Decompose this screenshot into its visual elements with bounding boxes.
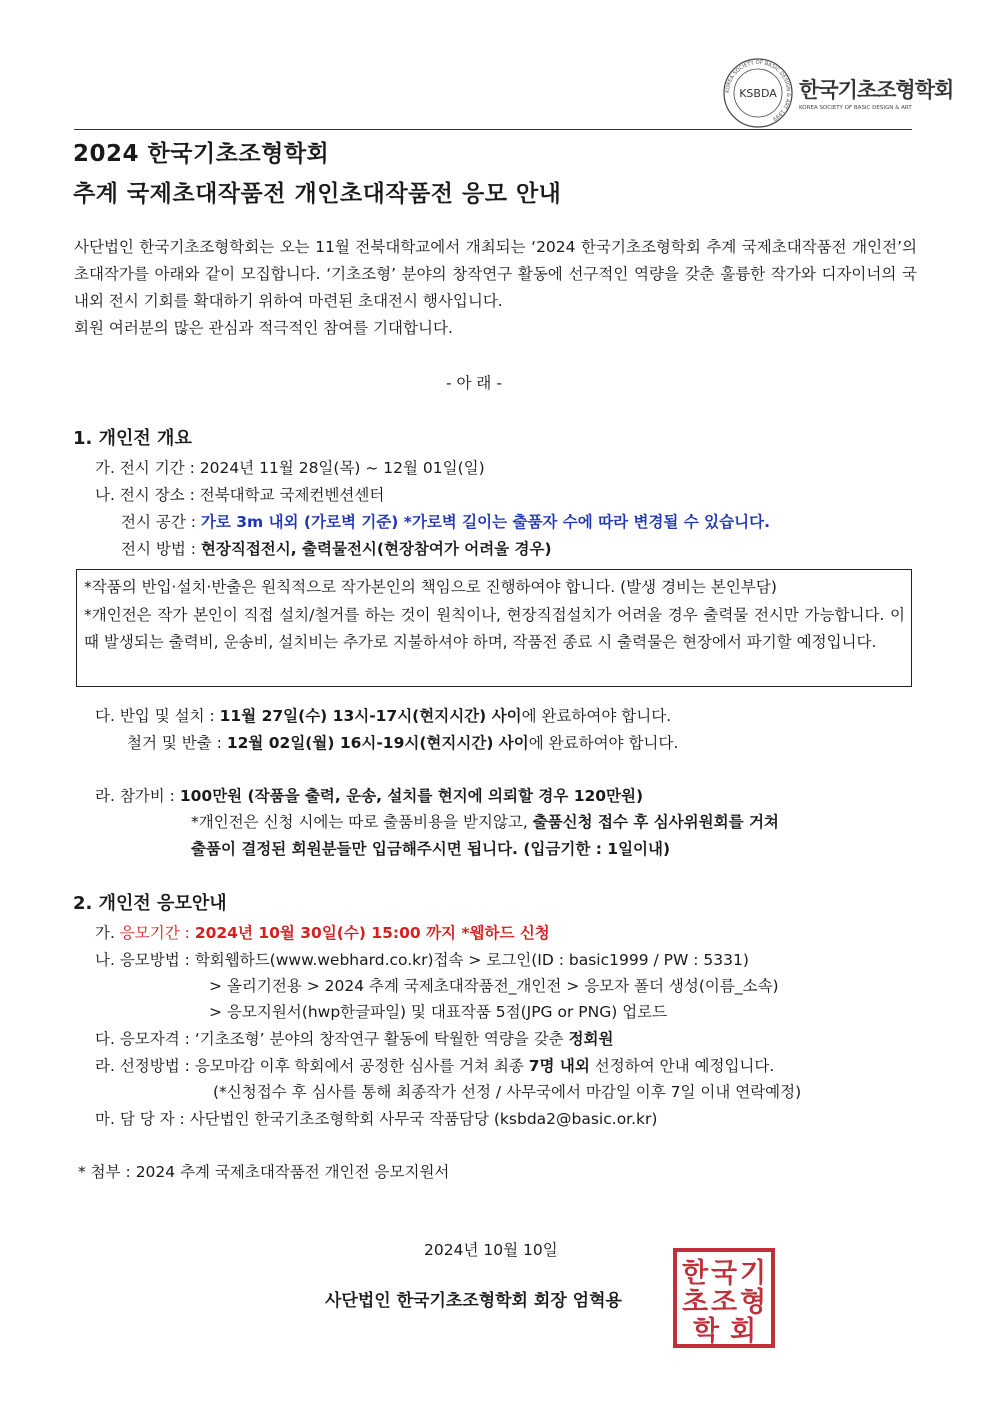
- seal-char-6: 형: [739, 1287, 767, 1318]
- seal-char-7: 학: [692, 1316, 720, 1347]
- official-seal-stamp: [673, 1248, 775, 1348]
- seal-char-1: 한: [681, 1258, 709, 1289]
- selection-bold: 7명 내외: [528, 1057, 590, 1075]
- emblem-abbr: KSBDA: [739, 87, 777, 100]
- exhibit-period-value: 2024년 11월 28일(목) ~ 12월 01일(일): [199, 459, 485, 477]
- install-label: 다. 반입 및 설치 :: [95, 707, 215, 725]
- exhibit-period-row: [95, 456, 485, 478]
- apply-period-value: 2024년 10월 30일(수) 15:00 까지 *웹하드 신청: [194, 924, 550, 942]
- document-date: 2024년 10월 10일: [424, 1241, 558, 1259]
- apply-method-line1: 학회웹하드(www.webhard.co.kr)접속 > 로그인(ID : basic1999 / PW : 5331): [194, 951, 749, 969]
- apply-method-label: 나. 응모방법 :: [95, 951, 190, 969]
- seal-char-8: 회: [729, 1316, 757, 1347]
- contact-label: 마. 담 당 자 :: [95, 1110, 185, 1128]
- install-suffix: 에 완료하여야 합니다.: [521, 707, 672, 725]
- exhibit-method-label: 전시 방법 :: [121, 540, 196, 558]
- selection-row: [95, 1054, 774, 1076]
- exhibit-venue-label: 나. 전시 장소 :: [95, 486, 195, 504]
- below-marker: - 아 래 -: [446, 374, 502, 392]
- seal-char-4: 초: [681, 1287, 709, 1318]
- qualification-row: [95, 1027, 614, 1049]
- signature-line: 사단법인 한국기초조형학회 회장 엄혁용: [325, 1291, 622, 1311]
- contact-row: [95, 1107, 657, 1129]
- fee-row: [95, 784, 643, 806]
- exhibit-venue-row: [95, 483, 384, 505]
- removal-suffix: 에 완료하여야 합니다.: [528, 734, 679, 752]
- logo-english-name: KOREA SOCIETY OF BASIC DESIGN & ART: [799, 105, 912, 111]
- apply-period-label: 응모기간 :: [119, 924, 190, 942]
- seal-char-2: 국: [710, 1258, 738, 1289]
- apply-period-row: [95, 921, 550, 943]
- page-title-line1: 2024 한국기초조형학회: [73, 141, 330, 167]
- society-emblem-logo: [722, 57, 794, 129]
- removal-row: [127, 731, 678, 753]
- qualification-bold: 정회원: [568, 1030, 614, 1048]
- removal-value: 12월 02일(월) 16시-19시(현지시간) 사이: [226, 734, 529, 752]
- seal-char-5: 조: [710, 1287, 738, 1318]
- selection-label: 라. 선정방법 :: [95, 1057, 190, 1075]
- apply-method-row: [95, 948, 749, 970]
- header-divider: [74, 129, 912, 130]
- exhibit-period-label: 가. 전시 기간 :: [95, 459, 195, 477]
- removal-label: 철거 및 반출 :: [127, 734, 222, 752]
- contact-value: 사단법인 한국기초조형학회 사무국 작품담당 (ksbda2@basic.or.kr): [189, 1110, 658, 1128]
- exhibit-method-row: [121, 537, 552, 559]
- logo-korean-name: 한국기초조형학회: [799, 77, 954, 102]
- fee-note-text: *개인전은 신청 시에는 따로 출품비용을 받지않고,: [191, 813, 533, 831]
- install-row: [95, 704, 671, 726]
- seal-char-3: 기: [739, 1258, 767, 1289]
- attachment-note: * 첨부 : 2024 추계 국제초대작품전 개인전 응모지원서: [78, 1163, 450, 1181]
- exhibit-space-row: [121, 510, 770, 532]
- intro-closing: 회원 여러분의 많은 관심과 적극적인 참여를 기대합니다.: [74, 319, 453, 337]
- selection-value-b: 선정하여 안내 예정입니다.: [589, 1057, 775, 1075]
- apply-method-line3: > 응모지원서(hwp한글파일) 및 대표작품 5점(JPG or PNG) 업로드: [209, 1003, 668, 1021]
- install-value: 11월 27일(수) 13시-17시(현지시간) 사이: [219, 707, 522, 725]
- qualification-value: ‘기초조형’ 분야의 창작연구 활동에 탁월한 역량을 갖춘: [194, 1030, 569, 1048]
- apply-method-line2: > 올리기전용 > 2024 추계 국제초대작품전_개인전 > 응모자 폴더 생성(이름_소속): [209, 977, 779, 995]
- qualification-label: 다. 응모자격 :: [95, 1030, 190, 1048]
- fee-value: 100만원 (작품을 출력, 운송, 설치를 현지에 의뢰할 경우 120만원): [179, 787, 644, 805]
- fee-note-line1: [191, 810, 779, 832]
- fee-label: 라. 참가비 :: [95, 787, 175, 805]
- selection-note: (*신청접수 후 심사를 통해 최종작가 선정 / 사무국에서 마감일 이후 7일 이내 연락예정): [213, 1083, 802, 1101]
- section1-heading: 1. 개인전 개요: [73, 428, 192, 449]
- notice-line-1: *작품의 반입·설치·반출은 원칙적으로 작가본인의 책임으로 진행하여야 합니다. (발생 경비는 본인부담): [84, 578, 777, 596]
- emblem-ring-text: KOREA SOCIETY OF BASIC DESIGN & ART 1999: [724, 59, 792, 122]
- exhibit-space-label: 전시 공간 :: [121, 513, 196, 531]
- intro-text: [74, 234, 917, 342]
- apply-period-prefix: 가.: [95, 924, 120, 942]
- page-title-line2: 추계 국제초대작품전 개인초대작품전 응모 안내: [73, 181, 562, 207]
- exhibit-method-value: 현장직접전시, 출력물전시(현장참여가 어려울 경우): [200, 540, 552, 558]
- society-logo-wordmark: [799, 74, 953, 111]
- selection-value-a: 응모마감 이후 학회에서 공정한 심사를 거쳐 최종: [194, 1057, 529, 1075]
- intro-paragraph: 사단법인 한국기초조형학회는 오는 11월 전북대학교에서 개최되는 ‘2024 한국기초조형학회 추계 국제초대작품전 개인전’의 초대작가를 아래와 같이 모집합니다. ‘기초조형’ 분야의 창작연구 활동에 선구적인 역량을 갖춘 훌륭한 작가와 디자이너의 국내외 전시 기회를 확대하기 위하여 마련된 초대전시 행사입니다.: [74, 238, 917, 310]
- notice-box: [76, 569, 912, 687]
- exhibit-venue-value: 전북대학교 국제컨벤션센터: [199, 486, 385, 504]
- fee-note-line2: 출품이 결정된 회원분들만 입금해주시면 됩니다. (입금기한 : 1일이내): [191, 840, 671, 858]
- fee-note-bold: 출품신청 접수 후 심사위원회를 거쳐: [532, 813, 779, 831]
- notice-line-2: *개인전은 작가 본인이 직접 설치/철거를 하는 것이 원칙이나, 현장직접설치가 어려울 경우 출력물 전시만 가능합니다. 이때 발생되는 출력비, 운송비, 설치비는 추가로 지불하셔야 하며, 작품전 종료 시 출력물은 현장에서 파기할 예정입니다.: [84, 605, 905, 651]
- section2-heading: 2. 개인전 응모안내: [73, 893, 227, 914]
- exhibit-space-value: 가로 3m 내외 (가로벽 기준) *가로벽 길이는 출품자 수에 따라 변경될 수 있습니다.: [200, 513, 770, 531]
